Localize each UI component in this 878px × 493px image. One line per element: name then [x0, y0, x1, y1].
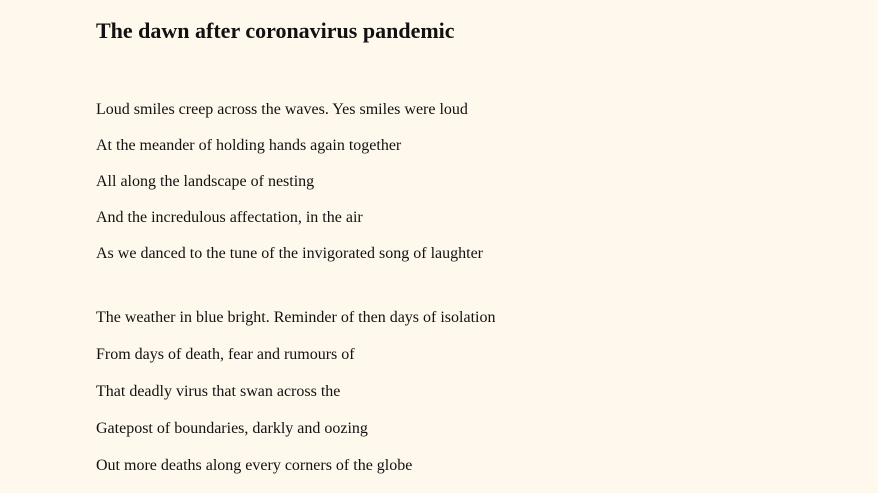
poem-line: The weather in blue bright. Reminder of then days of isolation	[96, 309, 496, 326]
poem-line: From days of death, fear and rumours of	[96, 346, 355, 363]
poem-line: And the incredulous affectation, in the air	[96, 209, 363, 226]
poem-line: All along the landscape of nesting	[96, 173, 315, 190]
poem-line: Out more deaths along every corners of the globe	[96, 457, 413, 474]
stanza-2	[96, 308, 495, 493]
poem-line: That deadly virus that swan across the	[96, 383, 341, 400]
poem-line: Loud smiles creep across the waves. Yes smiles were loud	[96, 101, 468, 118]
stanza-1	[96, 100, 483, 280]
poem-line: As we danced to the tune of the invigorated song of laughter	[96, 245, 483, 262]
poem-title: The dawn after coronavirus pandemic	[96, 18, 455, 43]
poem-line: Gatepost of boundaries, darkly and oozing	[96, 420, 368, 437]
poem-line: At the meander of holding hands again together	[96, 137, 402, 154]
